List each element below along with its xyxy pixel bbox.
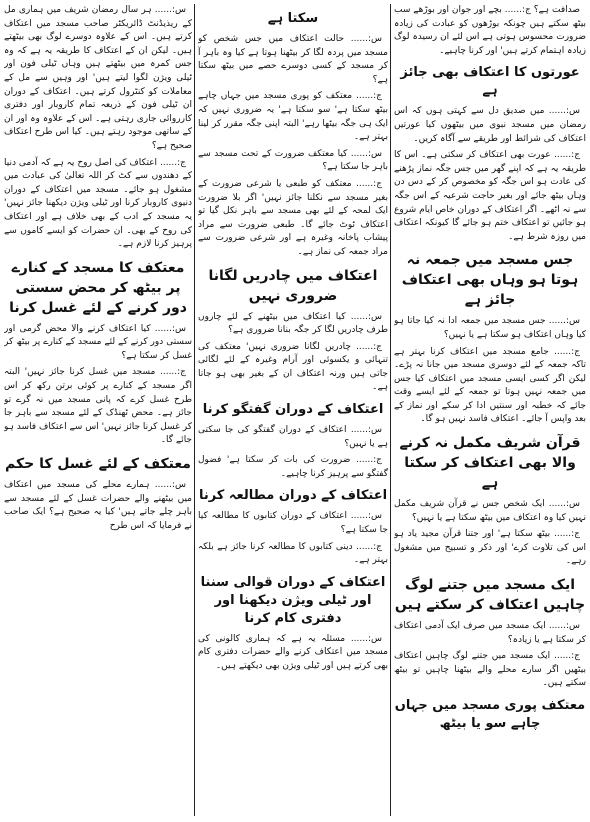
- column-right: [394, 4, 586, 816]
- answer-paragraph: ج:...... جامع مسجد میں اعتکاف کرنا بہتر ہے تاکہ جمعہ کے لئے دوسری مسجد میں جانا نہ پڑے۔ لیکن اگر کسی ایسی مسجد میں اعتکاف کیا جس میں جمعہ نہیں ہوتا تو جمعہ کے لئے ایسے وقت جائے کہ خطبہ اور سنتیں ادا کر سکے اور نماز کے بعد واپس آ جائے۔ اعتکاف فاسد نہیں ہو گا۔: [394, 346, 586, 425]
- question-paragraph: س:...... مسئلہ یہ ہے کہ ہماری کالونی کی مسجد میں اعتکاف کرنے والے حضرات دفتری کام بھی کرتے ہیں اور ٹیلی ویژن بھی دیکھتے ہیں۔: [198, 633, 388, 671]
- question-paragraph: س:...... کیا معتکف ضرورت کے تحت مسجد سے باہر جا سکتا ہے؟: [198, 148, 388, 173]
- question-paragraph: س:...... کیا اعتکاف میں بیٹھنے کے لئے چاروں طرف چادریں لگا کر جگہ بنانا ضروری ہے؟: [198, 311, 388, 336]
- newspaper-page: [4, 4, 586, 818]
- question-paragraph: س:...... ایک شخص جس نے قرآن شریف مکمل نہیں کیا وہ اعتکاف میں بیٹھ سکتا ہے یا نہیں؟: [394, 499, 586, 523]
- question-paragraph: س:...... اعتکاف کے دوران گفتگو کی جا سکتی ہے یا نہیں؟: [198, 425, 388, 449]
- answer-paragraph: ج:...... چادریں لگانا ضروری نہیں' معتکف کی تنہائی و یکسوئی اور آرام وغیرہ کے لئے لگائی جاتی ہیں ورنہ اعتکاف ان کے بغیر بھی ہو جاتا ہے۔: [198, 341, 388, 393]
- column-left: [4, 4, 192, 816]
- section-heading: اعتکاف کے دوران قوالی سننا اور ٹیلی ویژن دیکھنا اور دفتری کام کرنا: [200, 574, 386, 626]
- answer-paragraph: ج:...... معتکف کو طبعی یا شرعی ضرورت کے بغیر مسجد سے نکلنا جائز نہیں' اگر بلا ضرورت ایک لمحہ کے لئے بھی مسجد سے باہر نکل گیا تو اعتکاف ٹوٹ جائے گا۔ طبعی ضرورت سے مراد پیشاب پاخانہ وغیرہ ہے اور شرعی ضرورت سے مراد جمعہ کی نماز ہے۔: [198, 178, 388, 257]
- section-heading: معتکف کا مسجد کے کنارے پر بیٹھ کر محض سستی دور کرنے کے لئے غسل کرنا: [9, 259, 187, 316]
- question-paragraph: س:...... جس مسجد میں جمعہ ادا نہ کیا جاتا ہو کیا وہاں اعتکاف ہو سکتا ہے یا نہیں؟: [394, 316, 586, 340]
- section-heading: جس مسجد میں جمعہ نہ ہوتا ہو وہاں بھی اعتکاف جائز ہے: [401, 252, 579, 309]
- section-heading-continued: سکتا ہے: [267, 11, 319, 26]
- answer-paragraph: ج:...... بیٹھ سکتا ہے' اور جتنا قرآن مجید یاد ہو اس کی تلاوت کرے' اور ذکر و تسبیح میں مشغول رہے۔: [394, 529, 586, 567]
- section-heading: عورتوں کا اعتکاف بھی جائز ہے: [400, 65, 580, 99]
- section-heading: اعتکاف کے دوران گفتگو کرنا: [202, 402, 384, 418]
- answer-paragraph: ج:...... دینی کتابوں کا مطالعہ کرنا جائز ہے بلکہ بہتر ہے۔: [198, 541, 388, 566]
- column-divider: [390, 4, 391, 816]
- section-heading: اعتکاف میں چادریں لگانا ضروری نہیں: [208, 267, 378, 304]
- column-middle: [198, 4, 388, 816]
- answer-paragraph: ج:...... مسجد میں غسل کرنا جائز نہیں' البتہ اگر مسجد کے کنارے پر کوئی برتن رکھ کر اس طرح غسل کرے کہ پانی مسجد میں نہ گرے تو جائز ہے۔ محض ٹھنڈک کے لئے مسجد سے باہر جا کر غسل کرنا جائز نہیں' اس سے اعتکاف فاسد ہو جائے گا۔: [4, 367, 192, 446]
- answer-paragraph: ج:...... ایک مسجد میں جتنے لوگ چاہیں اعتکاف بیٹھیں اگر سارے محلے والے بیٹھنا چاہیں تو بیٹھ سکتے ہیں۔: [394, 651, 586, 689]
- question-paragraph: س:...... ہمارے محلے کی مسجد میں اعتکاف میں بیٹھنے والے حضرات غسل کے لئے مسجد سے باہر چلے جاتے ہیں' کیا یہ صحیح ہے؟ ایک صاحب نے فرمایا کہ اس طرح: [4, 480, 192, 531]
- question-paragraph: س:...... میں صدیق دل سے کہتی ہوں کہ اس رمضان میں مسجد نبوی میں بیٹھوں کیا عورتیں اعتکاف کی شرائط اور طریقے سے آگاہ کریں۔: [394, 106, 586, 144]
- section-heading: اعتکاف کے دوران مطالعہ کرنا: [198, 488, 388, 504]
- column-divider: [194, 4, 195, 816]
- answer-paragraph: ج:...... ضرورت کی بات کر سکتا ہے' فضول گفتگو سے پرہیز کرنا چاہیے۔: [198, 455, 388, 479]
- question-paragraph: س:...... حالت اعتکاف میں جس شخص کو مسجد میں پردہ لگا کر بیٹھنا ہوتا ہے کیا وہ باہر آ کر مسجد کے کسی دوسرے حصے میں بیٹھ سکتا ہے؟: [198, 34, 388, 85]
- section-heading: قرآن شریف مکمل نہ کرنے والا بھی اعتکاف کر سکتا ہے: [399, 435, 581, 492]
- paragraph: صدافت ہے؟ ج:...... بچے اور جوان اور بوڑھے سب بیٹھ سکتے ہیں چونکہ بوڑھوں کو عبادت کی زیادہ ضرورت محسوس ہوتی ہے اس لئے ان رسیدہ لوگ زیادہ اہتمام کرتے ہیں' اور کرنا چاہیے۔: [394, 5, 586, 56]
- section-heading: معتکف کے لئے غسل کا حکم: [5, 456, 191, 473]
- question-paragraph: س:...... اعتکاف کے دوران کتابوں کا مطالعہ کیا جا سکتا ہے؟: [198, 511, 388, 536]
- section-heading: معتکف پوری مسجد میں جہاں چاہے سو یا بیٹھ: [394, 698, 586, 731]
- question-paragraph: س:...... کیا اعتکاف کرنے والا محض گرمی اور سستی دور کرنے کے لئے مسجد کے کنارے پر بیٹھ کر غسل کر سکتا ہے؟: [4, 323, 192, 361]
- answer-paragraph: ج:...... اعتکاف کی اصل روح یہ ہے کہ آدمی دنیا کے دھندوں سے کٹ کر اللہ تعالیٰ کی عبادت میں مشغول ہو جائے۔ مسجد میں اعتکاف کے دوران دنیوی کاروبار کرنا اور ٹیلی ویژن دیکھنا جائز نہیں' یہ مسجد کے ادب کے بھی خلاف ہے اور اعتکاف کی روح کے بھی۔ ان حضرات کو ایسے کاموں سے پرہیز کرنا لازم ہے۔: [4, 157, 192, 250]
- answer-paragraph: ج:...... عورت بھی اعتکاف کر سکتی ہے۔ اس کا طریقہ یہ ہے کہ اپنے گھر میں جس جگہ نماز پڑھنے کی عادت ہو اس جگہ کو مخصوص کر کے دس دن وہاں بیٹھ جائے اور بغیر حاجت شرعیہ کے اس جگہ سے نہ اٹھے۔ اگر اعتکاف کے دوران خاص ایام شروع ہو جائیں تو اعتکاف ختم ہو جائے گا کیونکہ اعتکاف میں روزہ شرط ہے۔: [394, 150, 586, 242]
- answer-paragraph: ج:...... معتکف کو پوری مسجد میں جہاں چاہے بیٹھ سکتا ہے' سو سکتا ہے' یہ ضروری نہیں کہ ایک ہی جگہ بیٹھا رہے' البتہ اپنی جگہ مقرر کر لینا بہتر ہے۔: [198, 91, 388, 143]
- question-paragraph: س:...... ہر سال رمضان شریف میں ہماری مل کے ریذیڈنٹ ڈائریکٹر صاحب مسجد میں اعتکاف کرتے ہیں۔ اس کے علاوہ دوسرے لوگ بھی بیٹھتے ہیں۔ لیکن ان کے اعتکاف کا طریقہ یہ ہے کہ وہ جس کمرہ میں بیٹھتے ہیں وہاں ٹیلی فون اور ٹیلی ویژن لگوا لیتے ہیں' اور وہیں سے مل کے معاملات کو کنٹرول کرتے ہیں۔ اعتکاف کے دوران ان ٹیلی فون کے ذریعہ تمام کاروبار اور دفتری کارروائی جاری رہتی ہے۔ اس کے علاوہ وہ اور ان کے ساتھی موجود رہتے ہیں۔ کیا اس طرح اعتکاف صحیح ہے؟: [4, 5, 192, 151]
- question-paragraph: س:...... ایک مسجد میں صرف ایک آدمی اعتکاف کر سکتا ہے یا زیادہ؟: [394, 621, 586, 645]
- section-heading: ایک مسجد میں جتنے لوگ چاہیں اعتکاف کر سکتے ہیں: [394, 577, 586, 614]
